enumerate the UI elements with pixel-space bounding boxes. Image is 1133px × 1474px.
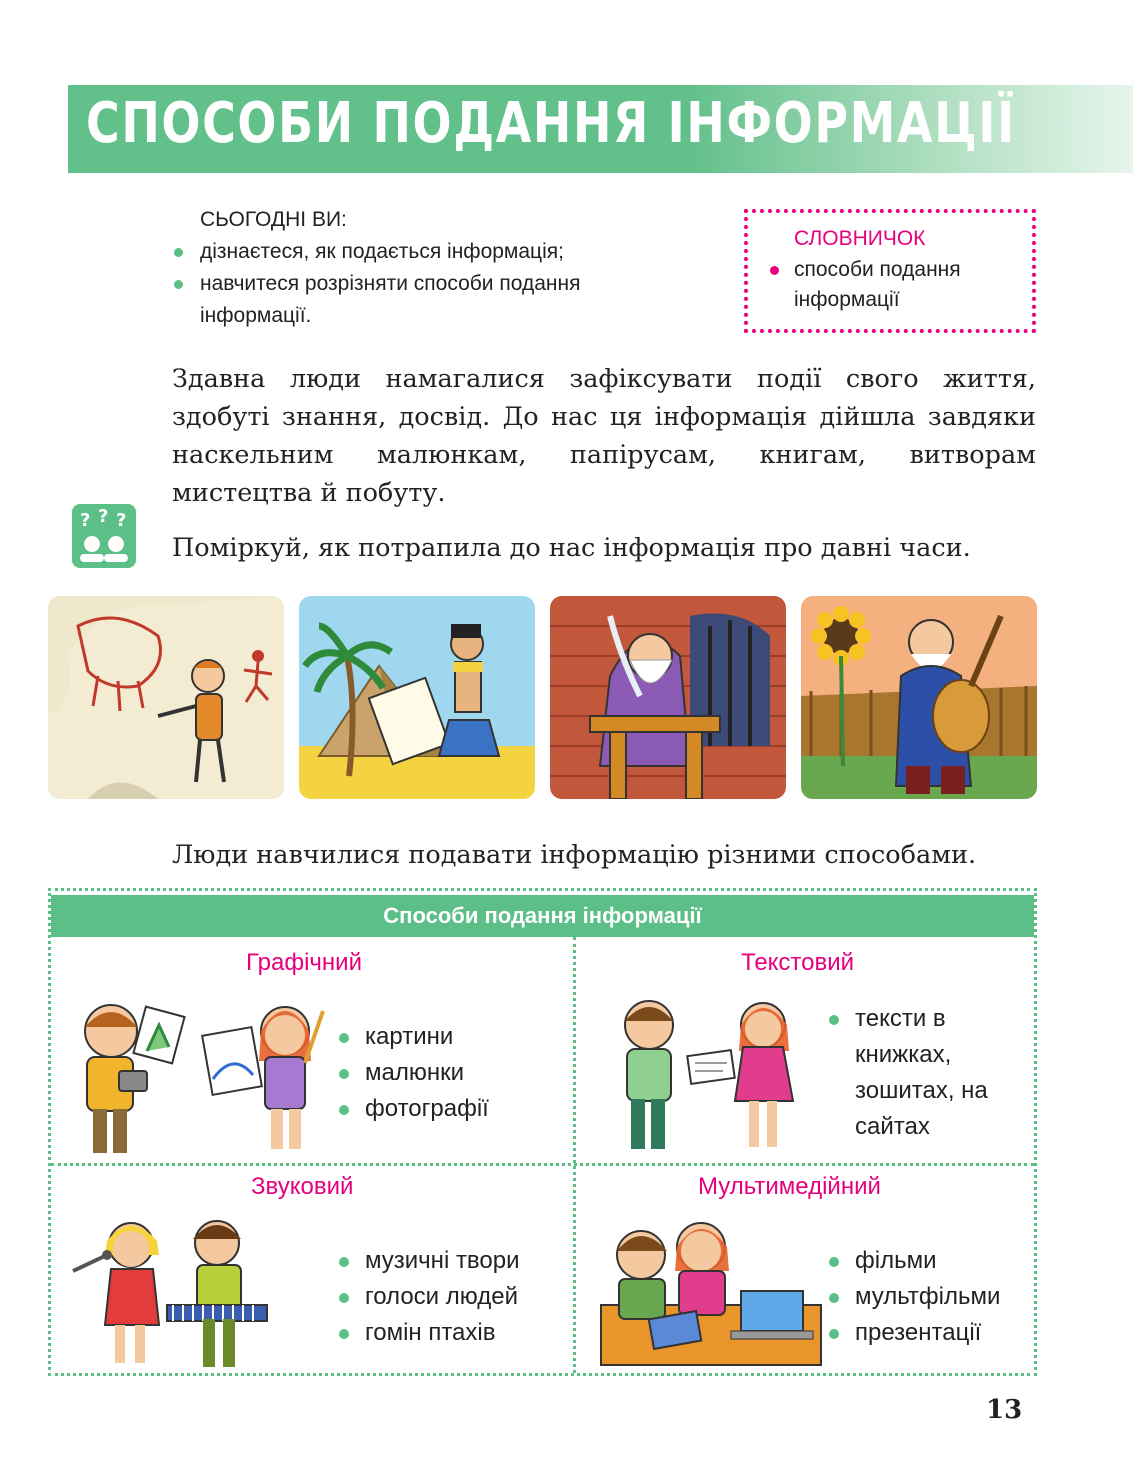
title-bar — [68, 85, 1133, 173]
today-block — [172, 204, 692, 332]
list-text — [827, 1001, 1017, 1145]
list-item: фотографії — [337, 1091, 489, 1127]
list-item: презентації — [827, 1315, 1000, 1351]
today-heading: СЬОГОДНІ ВИ: — [200, 208, 347, 231]
monk-chronicle-image — [550, 596, 786, 799]
text-kids-illustration — [603, 991, 823, 1156]
intro-paragraph: Здавна люди намагалися зафіксувати події свого життя, здобуті знання, досвід. До нас ця інформація дійшла завдяки наскельним малюнкам, папірусам, книгам, витворам мистецтва й побуту. — [172, 364, 1036, 508]
glossary-box — [744, 209, 1036, 333]
list-item: малюнки — [337, 1055, 489, 1091]
list-sound — [337, 1243, 520, 1351]
list-item: мультфільми — [827, 1279, 1000, 1315]
sound-kids-illustration — [67, 1215, 277, 1370]
table-divider-vertical — [573, 937, 576, 1373]
think-icon — [72, 504, 136, 568]
cell-title-text: Текстовий — [741, 949, 855, 976]
page-title: СПОСОБИ ПОДАННЯ ІНФОРМАЦІЇ — [86, 91, 1016, 156]
today-item: дізнаєтеся, як подається інформація; — [172, 236, 692, 268]
list-item: фільми — [827, 1243, 1000, 1279]
cave-painting-image — [48, 596, 284, 799]
kobzar-bandura-image — [801, 596, 1037, 799]
svg-text:?: ? — [80, 510, 91, 531]
table-header: Способи подання інформації — [51, 895, 1034, 937]
lead-sentence: Люди навчилися подавати інформацію різними способами. — [172, 840, 977, 870]
table-divider-horizontal — [51, 1163, 1034, 1166]
list-item: гомін птахів — [337, 1315, 520, 1351]
today-item: навчитеся розрізняти способи подання інформації. — [172, 268, 692, 332]
svg-text:?: ? — [98, 506, 109, 527]
list-item: тексти в книжках, зошитах, на сайтах — [827, 1001, 1017, 1145]
glossary-title: СЛОВНИЧОК — [794, 227, 926, 250]
list-multimedia — [827, 1243, 1000, 1351]
methods-table — [48, 888, 1037, 1376]
today-list — [172, 236, 692, 332]
think-question: Поміркуй, як потрапила до нас інформація про давні часи. — [172, 533, 971, 563]
papyrus-scribe-image — [299, 596, 535, 799]
list-item: картини — [337, 1019, 489, 1055]
cell-title-sound: Звуковий — [251, 1173, 354, 1200]
list-item: голоси людей — [337, 1279, 520, 1315]
page-number: 13 — [986, 1395, 1023, 1425]
list-item: музичні твори — [337, 1243, 520, 1279]
svg-text:?: ? — [116, 510, 127, 531]
multimedia-kids-illustration — [591, 1215, 831, 1370]
cell-title-multimedia: Мультимедійний — [698, 1173, 881, 1200]
glossary-item: способи подання інформації — [768, 255, 1018, 315]
list-graphic — [337, 1019, 489, 1127]
cell-title-graphic: Графічний — [246, 949, 362, 976]
graphic-kids-illustration — [67, 991, 347, 1156]
